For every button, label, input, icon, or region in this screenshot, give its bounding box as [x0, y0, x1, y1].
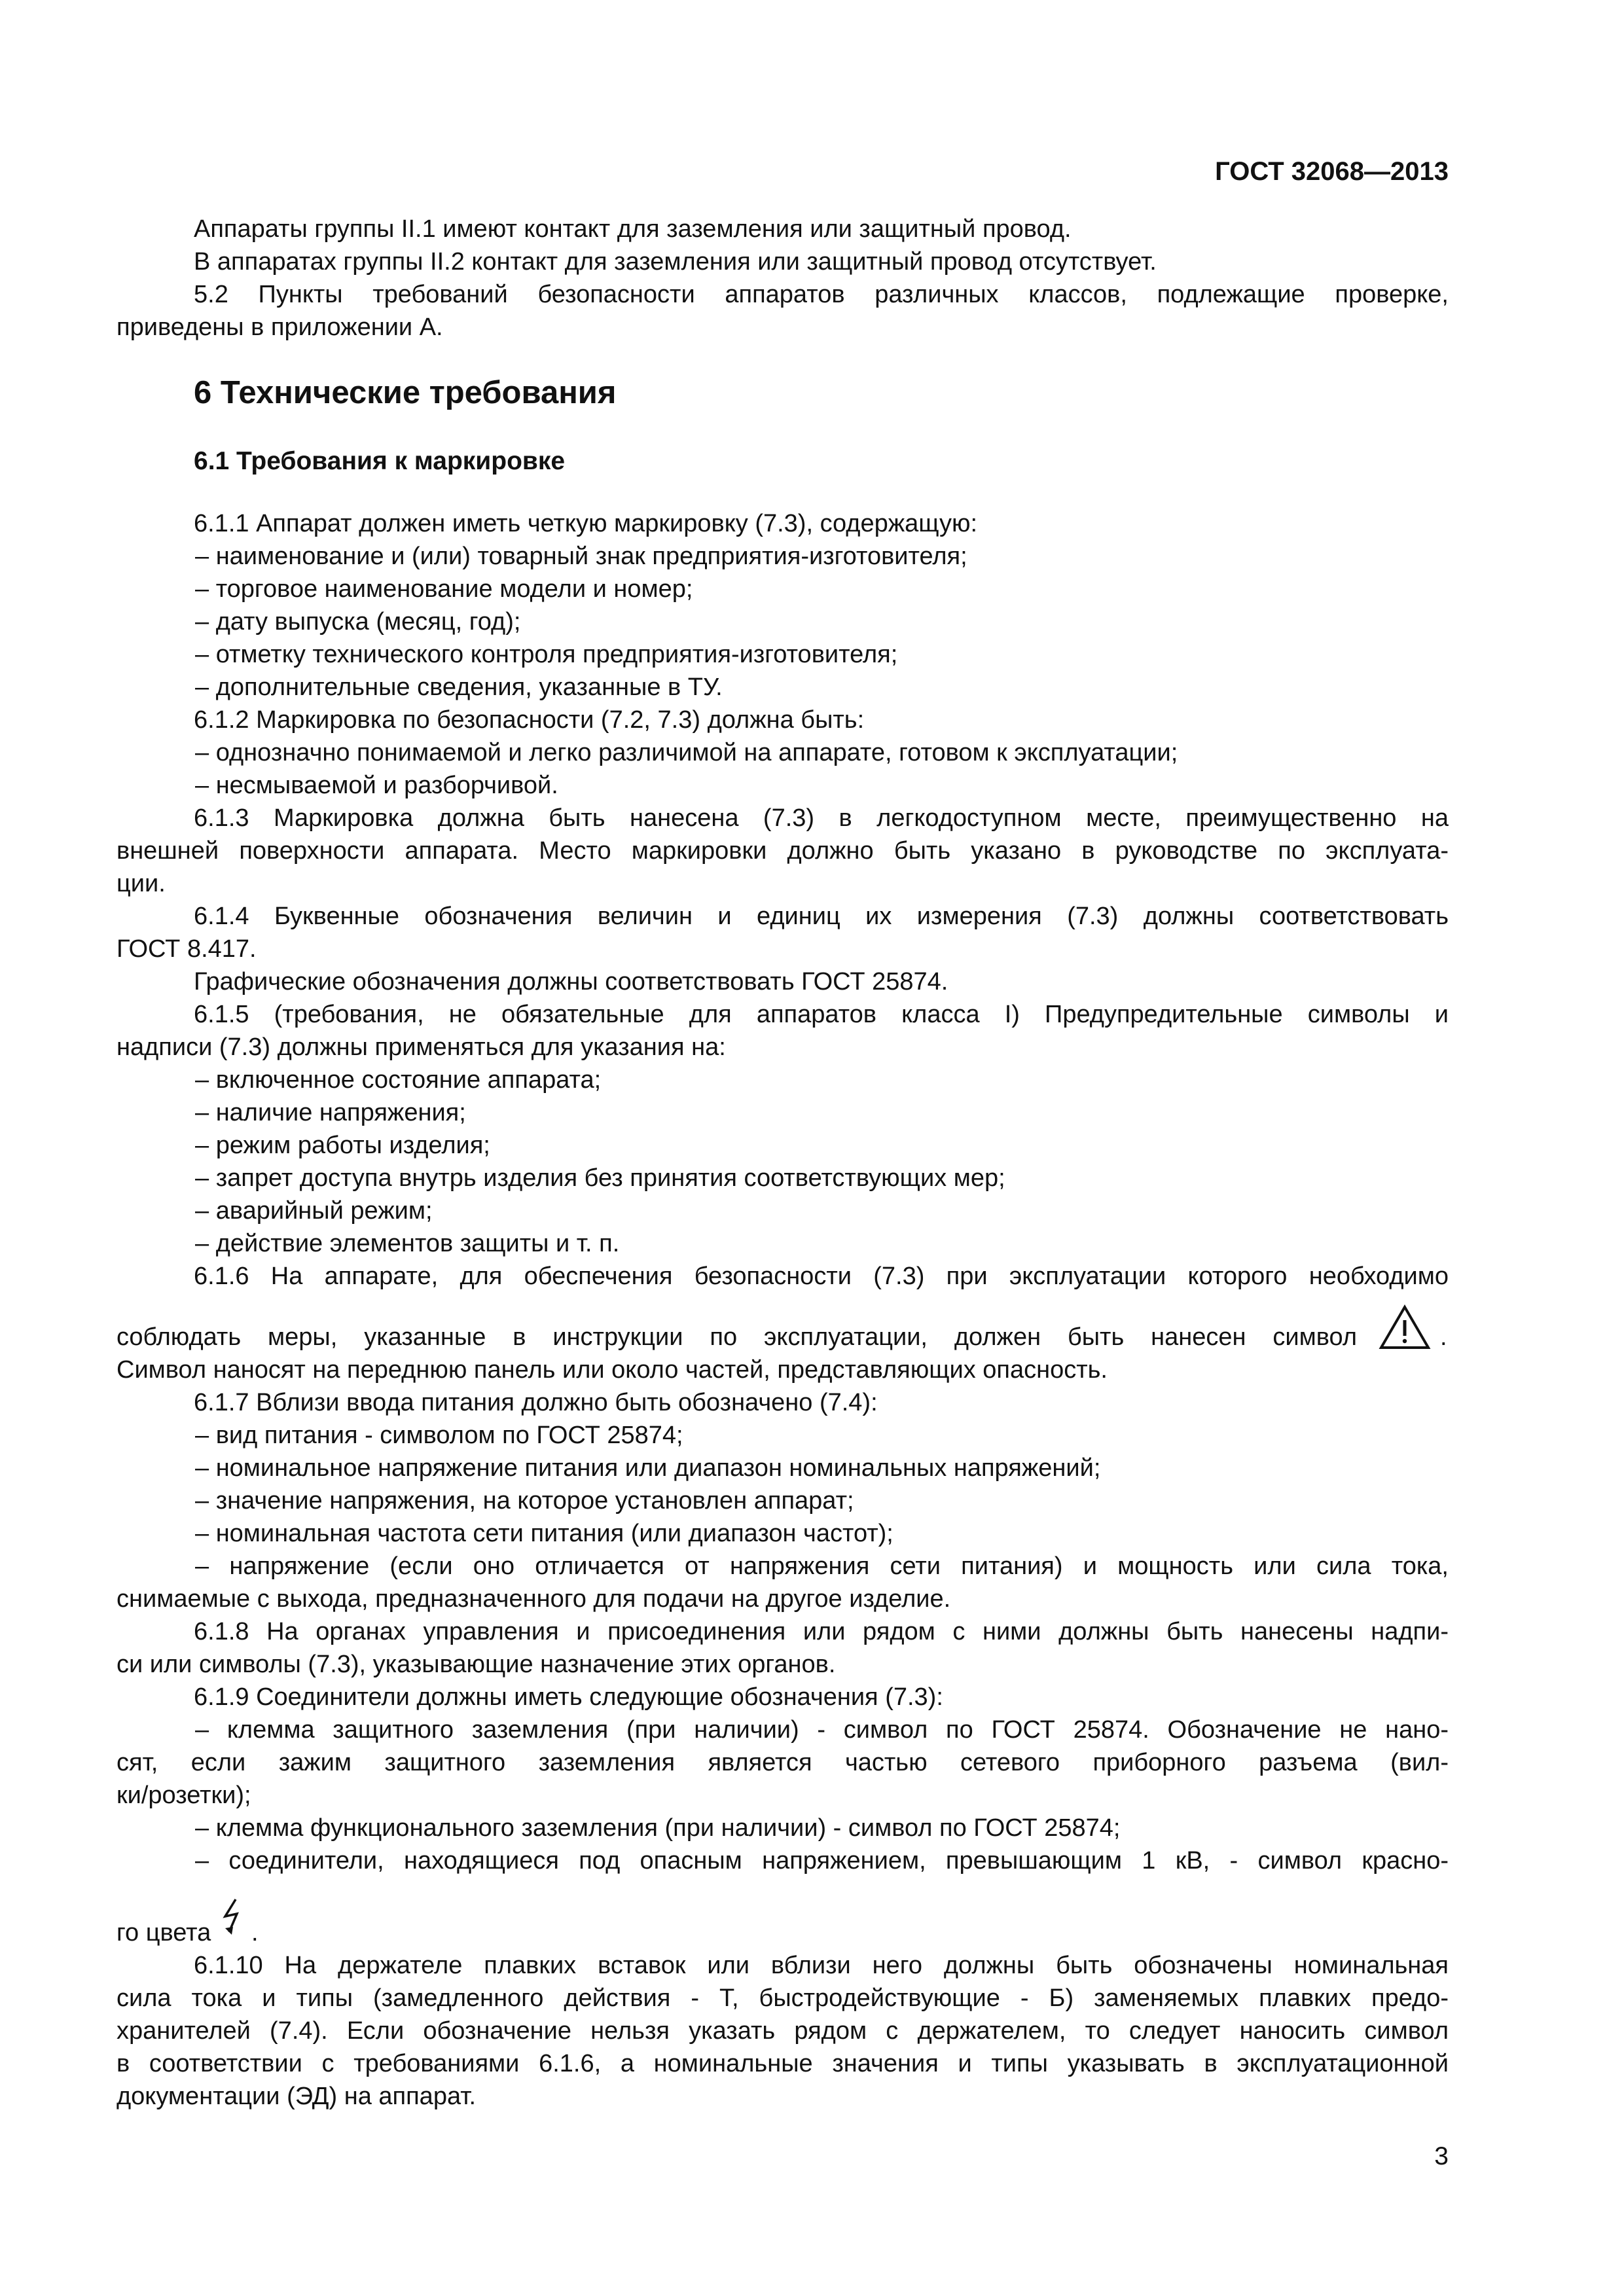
text-block-lower	[117, 1354, 1449, 1910]
text-block-main	[117, 507, 1449, 1299]
text-line: 6.1.7 Вблизи ввода питания должно быть обозначено (7.4):	[194, 1389, 878, 1416]
text-line: 6.1.1 Аппарат должен иметь четкую маркировку (7.3), содержащую:	[194, 510, 978, 537]
text-line: 6.1.3 Маркировка должна быть нанесена (7.3) в легкодоступном месте, преимущественно на	[194, 804, 1449, 832]
lightning-icon	[217, 1897, 246, 1936]
subsection-heading: 6.1 Требования к маркировке	[194, 447, 566, 475]
text-line: Символ наносят на переднюю панель или около частей, представляющих опасность.	[117, 1356, 1108, 1384]
text-line: ки/розетки);	[117, 1782, 251, 1809]
list-item: – напряжение (если оно отличается от напряжения сети питания) и мощность или сила тока,	[195, 1552, 1449, 1580]
text-line: внешней поверхности аппарата. Место маркировки должно быть указано в руководстве по эксплуата-	[117, 837, 1449, 865]
list-item: – аварийный режим;	[195, 1197, 433, 1225]
list-item: – наличие напряжения;	[195, 1099, 466, 1126]
list-item: – однозначно понимаемой и легко различимой на аппарате, готовом к эксплуатации;	[195, 739, 1178, 766]
warning-triangle-icon	[1379, 1304, 1431, 1350]
text-line: .	[251, 1919, 259, 1946]
list-item: – дополнительные сведения, указанные в ТУ.	[195, 673, 723, 701]
text-line: ГОСТ 8.417.	[117, 935, 257, 963]
list-item: – действие элементов защиты и т. п.	[195, 1230, 620, 1257]
text-line: надписи (7.3) должны применяться для указания на:	[117, 1033, 726, 1061]
text-line: соблюдать меры, указанные в инструкции по эксплуатации, должен быть нанесен символ	[117, 1323, 1357, 1351]
list-item: – включенное состояние аппарата;	[195, 1066, 602, 1094]
text-line: Аппараты группы II.1 имеют контакт для заземления или защитный провод.	[194, 215, 1072, 243]
text-line: го цвета	[117, 1919, 211, 1946]
list-item: – клемма защитного заземления (при наличии) - символ по ГОСТ 25874. Обозначение не нано-	[195, 1716, 1449, 1744]
text-line: В аппаратах группы II.2 контакт для заземления или защитный провод отсутствует.	[194, 248, 1157, 276]
text-line: хранителей (7.4). Если обозначение нельзя указать рядом с держателем, то следует наносить символ	[117, 2017, 1449, 2045]
text-line: 6.1.9 Соединители должны иметь следующие обозначения (7.3):	[194, 1683, 943, 1711]
list-item: – несмываемой и разборчивой.	[195, 772, 558, 799]
text-block-bottom	[117, 1949, 1449, 2119]
list-item: – клемма функционального заземления (при наличии) - символ по ГОСТ 25874;	[195, 1814, 1121, 1842]
text-line: ции.	[117, 870, 166, 897]
list-item: – режим работы изделия;	[195, 1132, 490, 1159]
list-item: – номинальная частота сети питания (или диапазон частот);	[195, 1520, 893, 1547]
text-line: снимаемые с выхода, предназначенного для подачи на другое изделие.	[117, 1585, 951, 1613]
text-line: в соответствии с требованиями 6.1.6, а номинальные значения и типы указывать в эксплуатационной	[117, 2050, 1449, 2077]
text-line: приведены в приложении А.	[117, 314, 443, 341]
text-line: 6.1.6 На аппарате, для обеспечения безопасности (7.3) при эксплуатации которого необходимо	[194, 1263, 1449, 1290]
text-line: 6.1.10 На держателе плавких вставок или вблизи него должны быть обозначены номинальная	[194, 1952, 1449, 1979]
document-id: ГОСТ 32068—2013	[1215, 157, 1449, 186]
text-line: 6.1.4 Буквенные обозначения величин и единиц их измерения (7.3) должны соответствовать	[194, 903, 1449, 930]
page-number: 3	[1434, 2142, 1449, 2170]
text-block-top	[117, 213, 1449, 353]
list-item: – значение напряжения, на которое установлен аппарат;	[195, 1487, 854, 1515]
list-item: – наименование и (или) товарный знак предприятия-изготовителя;	[195, 543, 967, 570]
text-line: .	[1440, 1323, 1447, 1351]
text-line: сила тока и типы (замедленного действия - Т, быстродействующие - Б) заменяемых плавких предо-	[117, 1984, 1449, 2012]
text-line: 6.1.5 (требования, не обязательные для аппаратов класса I) Предупредительные символы и	[194, 1001, 1449, 1028]
text-line: си или символы (7.3), указывающие назначение этих органов.	[117, 1651, 836, 1678]
text-line: Графические обозначения должны соответствовать ГОСТ 25874.	[194, 968, 948, 996]
list-item: – вид питания - символом по ГОСТ 25874;	[195, 1422, 683, 1449]
list-item: – соединители, находящиеся под опасным напряжением, превышающим 1 кВ, - символ красно-	[195, 1847, 1449, 1874]
list-item: – торговое наименование модели и номер;	[195, 575, 693, 603]
list-item: – дату выпуска (месяц, год);	[195, 608, 521, 636]
list-item: – номинальное напряжение питания или диапазон номинальных напряжений;	[195, 1454, 1101, 1482]
text-line: 5.2 Пункты требований безопасности аппаратов различных классов, подлежащие проверке,	[194, 281, 1449, 308]
section-heading: 6 Технические требования	[194, 375, 617, 410]
list-item: – отметку технического контроля предприятия-изготовителя;	[195, 641, 898, 668]
text-line: документации (ЭД) на аппарат.	[117, 2083, 476, 2110]
text-line: 6.1.8 На органах управления и присоединения или рядом с ними должны быть нанесены надпи-	[194, 1618, 1449, 1645]
text-line: 6.1.2 Маркировка по безопасности (7.2, 7.3) должна быть:	[194, 706, 865, 734]
list-item: – запрет доступа внутрь изделия без принятия соответствующих мер;	[195, 1164, 1005, 1192]
text-line: сят, если зажим защитного заземления является частью сетевого приборного разъема (вил-	[117, 1749, 1449, 1776]
